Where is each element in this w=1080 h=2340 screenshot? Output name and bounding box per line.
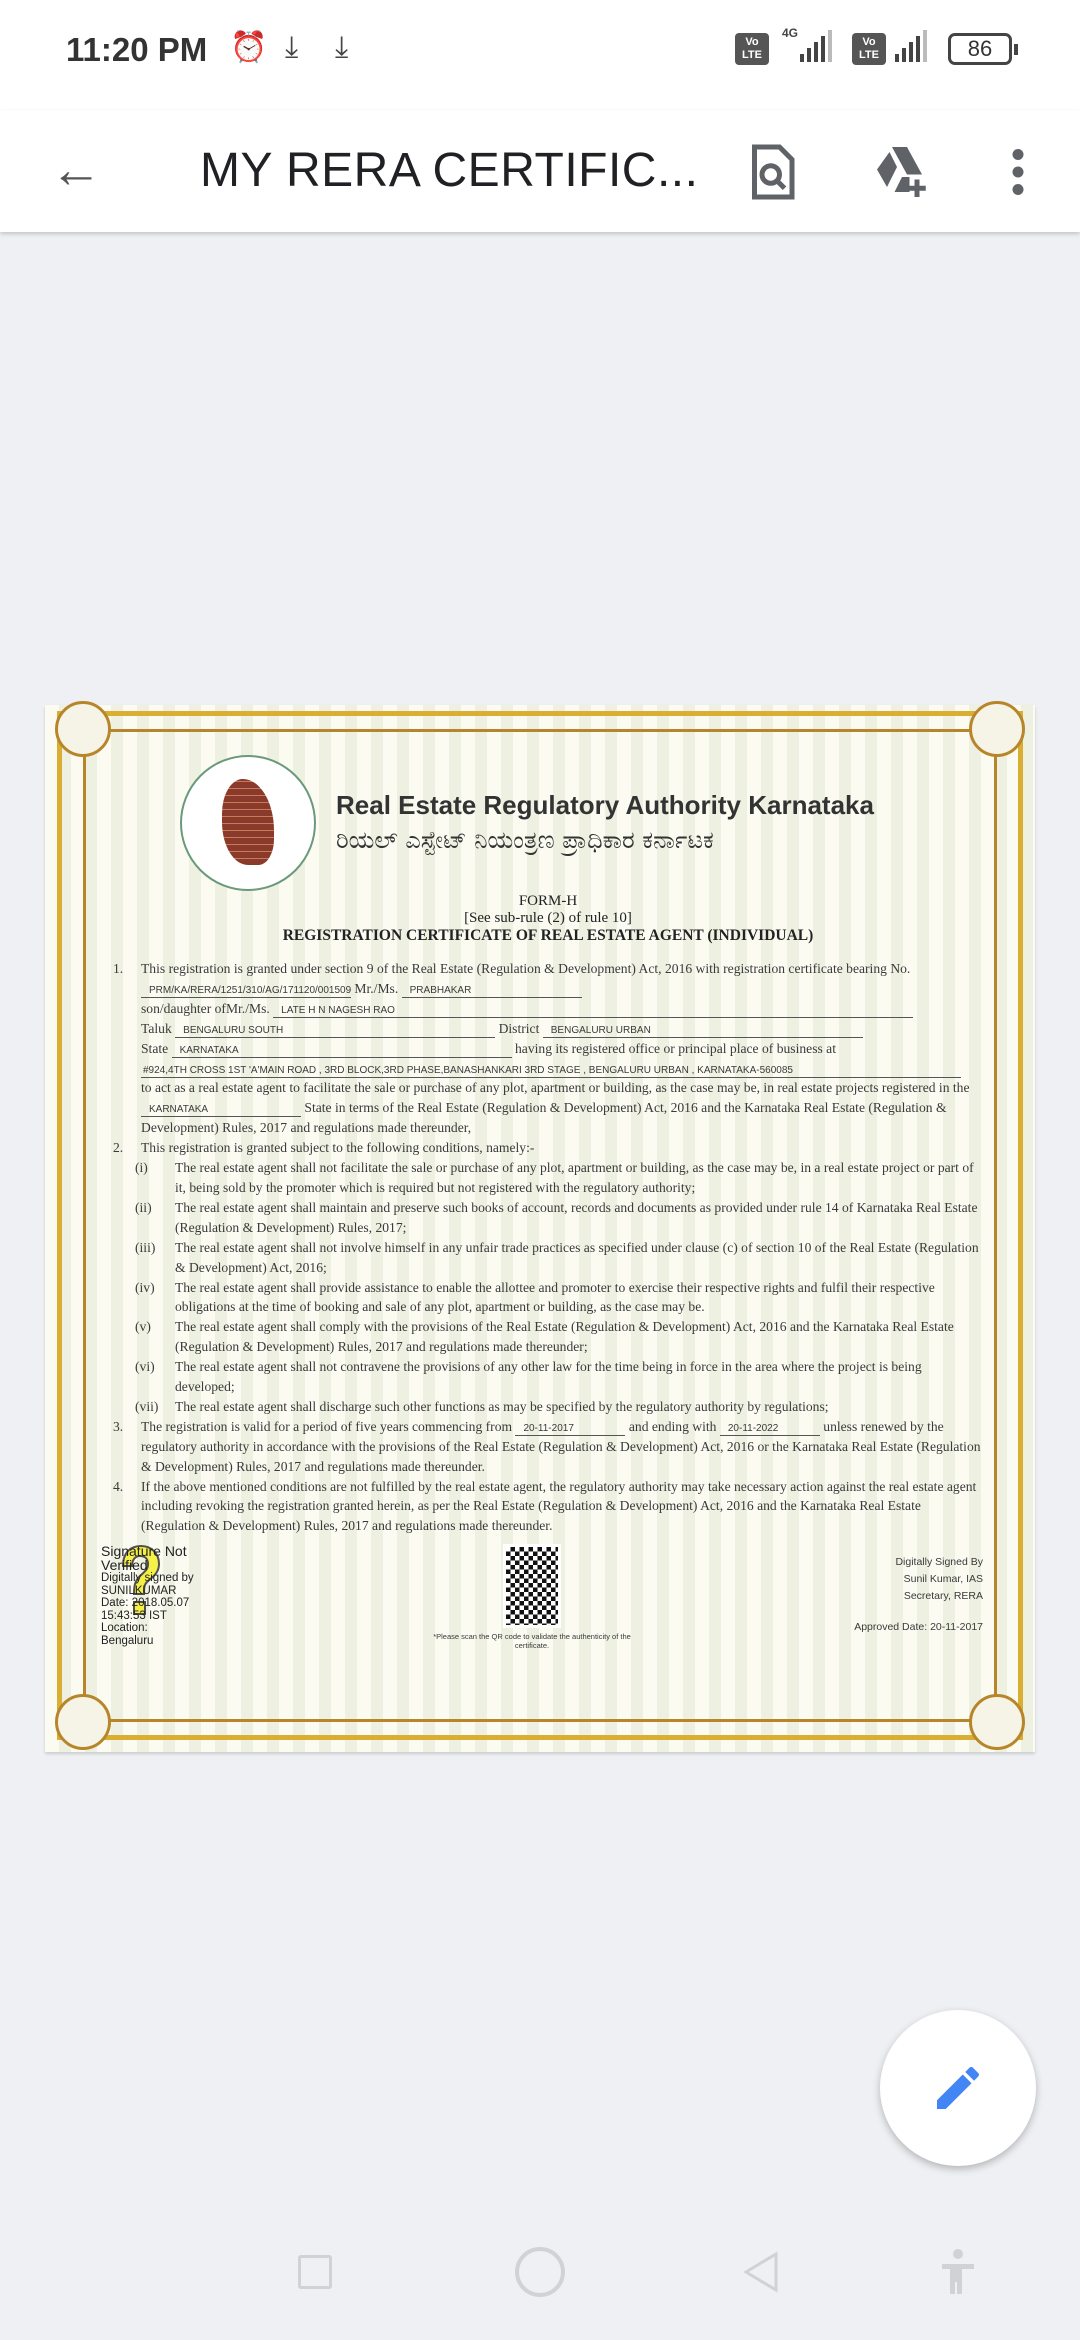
clause-2 (113, 1138, 983, 1158)
signed-by-block (753, 1544, 983, 1636)
form-subrule: [See sub-rule (2) of rule 10] (464, 910, 632, 926)
business-address: #924,4TH CROSS 1ST 'A'MAIN ROAD , 3RD BLOCK,3RD PHASE,BANASHANKARI 3RD STAGE , BENGALURU URBAN , KARNATAKA-560085 (141, 1065, 961, 1078)
clause-1 (113, 959, 983, 1138)
taluk: BENGALURU SOUTH (175, 1025, 495, 1038)
signature-line: Digitally signed by (101, 1572, 194, 1585)
qr-code (503, 1544, 561, 1628)
volte-icon: Vo LTE (852, 33, 886, 65)
battery-icon: 86 (948, 33, 1012, 65)
condition-number: (ii) (135, 1199, 152, 1215)
download-icon: ⤓ (335, 31, 349, 64)
clause-number: 3. (113, 1418, 124, 1434)
approved-date: Approved Date: 20-11-2017 (854, 1621, 983, 1634)
add-to-drive-icon[interactable] (872, 142, 932, 202)
clause-text: State in terms of the Real Estate (Regulation & Development) Act, 2016 and the Karnataka Real Estate (Regulation & Development) Rules, 2017 and regulations made thereunder, (141, 1100, 947, 1136)
clause-text: son/daughter ofMr./Ms. (141, 1000, 270, 1016)
clause-number: 2. (113, 1140, 124, 1156)
condition-text: The real estate agent shall maintain and preserve such books of account, records and documents as provided under rule 14 of Karnataka Real Estate (Regulation & Development) Rules, 2017; (175, 1199, 978, 1235)
rera-karnataka-logo (180, 755, 316, 891)
registration-number: PRM/KA/RERA/1251/310/AG/171120/001509 (141, 985, 351, 998)
certificate-body (113, 959, 983, 1536)
certificate-footer (101, 1543, 983, 1651)
clock: 11:20 PM (66, 31, 208, 68)
karnataka-map-icon (222, 779, 274, 865)
clause-3 (113, 1417, 983, 1477)
authority-name-en: Real Estate Regulatory Authority Karnataka (336, 790, 874, 820)
clause-text: District (498, 1020, 540, 1036)
clause-text: State (141, 1040, 169, 1056)
signature-line: 15:43:53 IST (101, 1609, 167, 1622)
certificate-content (45, 705, 1035, 1720)
condition-number: (vii) (135, 1398, 159, 1414)
condition-text: The real estate agent shall not facilitate the sale or purchase of any plot, apartment or building, as the case may be, in a real estate project or part of it, being sold by the promoter which is required but not registered with the regulatory authority; (175, 1160, 974, 1195)
signature-line: Bengaluru (101, 1634, 154, 1647)
signer-title: Secretary, RERA (903, 1590, 983, 1603)
clause-text: Mr./Ms. (354, 980, 399, 996)
signed-by-line: Digitally Signed By (895, 1556, 983, 1569)
signer-name: Sunil Kumar, IAS (903, 1573, 983, 1586)
status-bar (0, 0, 1080, 110)
clause-4 (113, 1477, 983, 1537)
valid-to-date: 20-11-2022 (720, 1423, 820, 1436)
accessibility-icon[interactable] (938, 2248, 978, 2296)
clause-text: This registration is granted subject to the following conditions, namely:- (141, 1140, 535, 1156)
agent-name: PRABHAKAR (402, 985, 582, 998)
network-type: 4G (782, 26, 799, 40)
condition-item (113, 1278, 983, 1318)
district: BENGALURU URBAN (543, 1025, 863, 1038)
find-in-document-icon[interactable] (742, 142, 802, 202)
more-vert-icon[interactable] (1000, 142, 1036, 202)
condition-text: The real estate agent shall not involve himself in any unfair trade practices as specified under clause (c) of section 10 of the Real Estate (Regulation & Development) Act, 2016; (175, 1239, 979, 1275)
project-state: KARNATAKA (141, 1104, 301, 1117)
app-bar (0, 110, 1080, 232)
clause-text: The registration is valid for a period of five years commencing from (141, 1418, 513, 1434)
condition-item (113, 1397, 983, 1417)
clause-text: If the above mentioned conditions are not fulfilled by the real estate agent, the regulatory authority may take necessary action against the real estate agent including revoking the registration granted herein, as per the Real Estate (Regulation & Development) Act, 2016 and the Karnataka Real Estate (Regulation & Development) Rules, 2017 and regulations made thereunder. (141, 1478, 977, 1534)
signature-line: Date: 2018.05.07 (101, 1597, 190, 1610)
clause-text: having its registered office or principal place of business at (515, 1040, 836, 1056)
signal-icon (800, 30, 832, 62)
certificate-heading: REGISTRATION CERTIFICATE OF REAL ESTATE AGENT (INDIVIDUAL) (282, 927, 814, 944)
signal-icon (895, 30, 927, 62)
home-icon[interactable] (515, 2247, 565, 2297)
condition-item (113, 1238, 983, 1278)
condition-text: The real estate agent shall not contravene the provisions of any other law for the time being in force in the area where the project is being developed; (175, 1359, 922, 1395)
state: KARNATAKA (172, 1045, 512, 1058)
authority-name-kn: ರಿಯಲ್ ಎಸ್ಟೇಟ್ ನಿಯಂತ್ರಣ ಪ್ರಾಧಿಕಾರ ಕರ್ನಾಟಕ (336, 826, 714, 854)
back-icon[interactable] (740, 2250, 780, 2294)
recents-icon[interactable] (298, 2255, 332, 2289)
signature-line: Location: (101, 1622, 148, 1635)
condition-number: (iv) (135, 1279, 155, 1295)
signature-line: SUNILKUMAR (101, 1584, 177, 1597)
signature-status: Signature Not Verified (101, 1543, 187, 1574)
condition-text: The real estate agent shall discharge such other functions as may be specified by the regulatory authority by regulations; (175, 1398, 829, 1414)
clause-text: This registration is granted under section 9 of the Real Estate (Regulation & Development) Act, 2016 with registration certificate bearing No. (141, 961, 911, 976)
parent-name: LATE H N NAGESH RAO (273, 1005, 913, 1018)
alarm-icon: ⏰ (230, 31, 268, 64)
conditions-list (113, 1158, 983, 1417)
condition-item (113, 1317, 983, 1357)
clause-text: and ending with (628, 1418, 717, 1434)
qr-block (422, 1544, 642, 1650)
back-arrow-icon[interactable]: ← (50, 141, 102, 199)
certificate-header (113, 755, 983, 891)
clause-text: unless renewed by the regulatory authority in accordance with the provisions of the Real Estate (Regulation & Development) Act, 2016 or the Karnataka Real Estate (Regulation & Development) Rules, 2017 and regulations made thereunder. (141, 1418, 981, 1474)
condition-number: (v) (135, 1319, 151, 1335)
valid-from-date: 20-11-2017 (515, 1423, 625, 1436)
condition-text: The real estate agent shall comply with the provisions of the Real Estate (Regulation & Development) Act, 2016 and the Karnataka Real Estate (Regulation & Development) Rules, 2017 and regulations made thereunder; (175, 1319, 954, 1355)
qr-note: *Please scan the QR code to validate the authenticity of the certificate. (433, 1632, 631, 1651)
document-title: MY RERA CERTIFIC... (200, 144, 699, 197)
clause-number: 4. (113, 1478, 124, 1494)
edit-pencil-icon (930, 2060, 986, 2116)
condition-text: The real estate agent shall provide assistance to enable the allottee and promoter to exercise their respective rights and fulfil their respective obligations at the time of booking and sale of any plot, apartment or building, as the case may be. (175, 1279, 935, 1315)
form-name: FORM-H (518, 893, 578, 909)
clause-text: Taluk (141, 1020, 172, 1036)
condition-number: (iii) (135, 1239, 156, 1255)
condition-item (113, 1198, 983, 1238)
digital-signature-block (101, 1544, 251, 1647)
volte-icon: Vo LTE (735, 33, 769, 65)
condition-item (113, 1357, 983, 1397)
condition-number: (vi) (135, 1359, 155, 1375)
clause-text: to act as a real estate agent to facilitate the sale or purchase of any plot, apartment or building, as the case may be, in real estate projects registered in the (141, 1080, 970, 1096)
edit-button[interactable] (880, 2010, 1036, 2166)
certificate-page (45, 705, 1035, 1752)
condition-item (113, 1158, 983, 1198)
download-icon: ⤓ (285, 31, 299, 64)
condition-number: (i) (135, 1160, 148, 1176)
clause-number: 1. (113, 961, 124, 976)
